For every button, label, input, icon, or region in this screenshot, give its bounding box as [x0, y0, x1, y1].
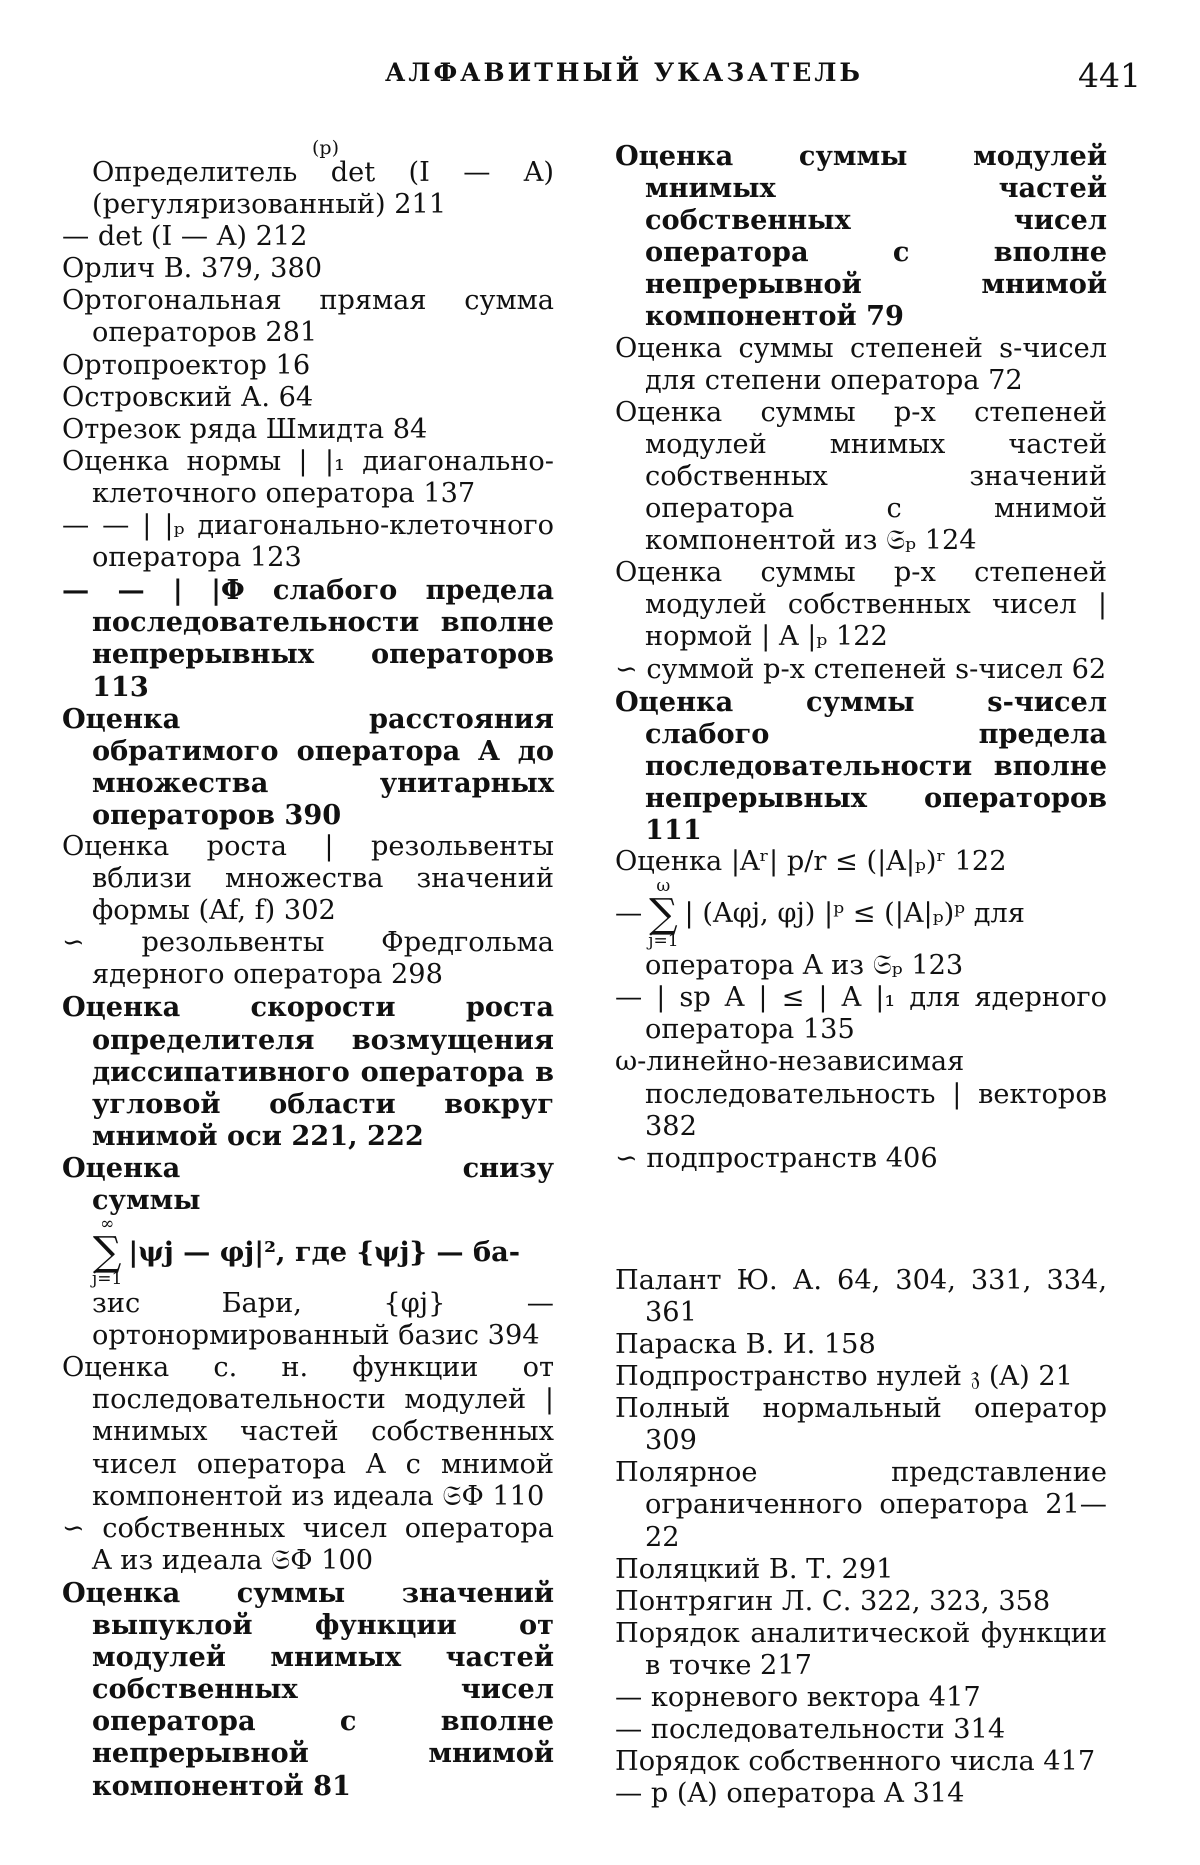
index-entry: Оценка суммы значений выпуклой функции от модулей мнимых частей собственных чисел оператора с вполне непрерывной мнимой компонентой 81 — [62, 1576, 554, 1802]
index-entry: Оценка с. н. функции от последовательности модулей | мнимых частей собственных чисел оператора A с мнимой компонентой из идеала 𝔖Φ 110 — [62, 1352, 554, 1512]
sum-formula — [62, 1216, 554, 1288]
page-header — [0, 58, 1200, 118]
index-entry: — корневого вектора 417 — [615, 1682, 981, 1714]
page-number: 441 — [1078, 56, 1141, 95]
index-entry: Палант Ю. А. 64, 304, 331, 334, 361 — [615, 1264, 1107, 1328]
index-entry: Оценка суммы p-х степеней модулей мнимых частей собственных значений оператора с мнимой компонентой из 𝔖ₚ 124 — [615, 396, 1107, 557]
index-entry: Отрезок ряда Шмидта 84 — [62, 413, 428, 445]
index-entry: Параска В. И. 158 — [615, 1329, 876, 1360]
sum-formula: — ω ∑ j=1 | (Aφj, φj) |ᵖ ≤ (|A|ₚ)ᵖ для — [615, 876, 1025, 952]
index-entry: ∽ подпространств 406 — [615, 1142, 938, 1174]
summation-sign: ∞ ∑ j=1 — [92, 1214, 123, 1290]
index-entry: Поляцкий В. Т. 291 — [615, 1553, 894, 1585]
index-entry: — det (I — A) 212 — [62, 221, 308, 253]
index-entry: (p) Определитель det (I — A) (регуляризованный) 211 — [92, 137, 554, 221]
index-entry: Оценка суммы модулей мнимых частей собственных чисел оператора с вполне непрерывной мнимой компонентой 79 — [615, 140, 1107, 333]
index-entry: ∽ собственных чисел оператора A из идеала 𝔖Φ 100 — [62, 1512, 554, 1576]
index-entry: Понтрягин Л. С. 322, 323, 358 — [615, 1585, 1051, 1617]
superscript-label: (p) — [312, 137, 339, 159]
index-entry: Оценка |Aʳ| p/r ≤ (|A|ₚ)ʳ 122 — [615, 846, 1007, 878]
running-title: АЛФАВИТНЫЙ УКАЗАТЕЛЬ — [385, 58, 864, 87]
index-entry: Оценка суммы степеней s-чисел для степени оператора 72 — [615, 332, 1107, 396]
index-entry: зис Бари, {φj} — ортонормированный базис 394 — [92, 1288, 554, 1352]
summation-sign: ω ∑ j=1 — [648, 876, 679, 952]
index-entry: оператора A из 𝔖ₚ 123 — [645, 950, 964, 982]
index-entry: ∽ резольвенты Фредгольма ядерного оператора 298 — [62, 927, 554, 991]
index-entry: Оценка расстояния обратимого оператора A до множества унитарных операторов 390 — [62, 702, 554, 831]
index-entry: Порядок собственного числа 417 — [615, 1746, 1096, 1778]
index-entry: — — | |Φ слабого предела последовательности вполне непрерывных операторов 113 — [62, 574, 554, 703]
index-entry: Оценка суммы s-чисел слабого предела последовательности вполне непрерывных операторов 111 — [615, 685, 1107, 846]
section-gap — [615, 1175, 1107, 1265]
index-column-left — [62, 137, 554, 1802]
index-entry: Островский А. 64 — [62, 381, 314, 413]
index-entry: Орлич В. 379, 380 — [62, 253, 323, 285]
index-entry: Подпространство нулей 𝔷 (A) 21 — [615, 1361, 1073, 1393]
index-column-right — [615, 140, 1107, 1810]
index-entry: — p (A) оператора A 314 — [615, 1778, 965, 1810]
index-entry: ω-линейно-независимая последовательность | векторов 382 — [615, 1046, 1107, 1142]
index-entry: Оценка суммы p-х степеней модулей собственных чисел | нормой | A |ₚ 122 — [615, 557, 1107, 653]
index-entry: Оценка скорости роста определителя возмущения диссипативного оператора в угловой области вокруг мнимой оси 221, 222 — [62, 991, 554, 1152]
index-entry: Ортогональная прямая сумма операторов 281 — [62, 285, 554, 349]
index-entry: Порядок аналитической функции в точке 217 — [615, 1617, 1107, 1681]
index-entry: Оценка снизу суммы — [62, 1151, 554, 1216]
index-entry: Оценка нормы | |₁ диагонально-клеточного оператора 137 — [62, 445, 554, 509]
index-entry: — последовательности 314 — [615, 1714, 1006, 1746]
index-entry: — | sp A | ≤ | A |₁ для ядерного оператора 135 — [615, 982, 1107, 1046]
index-entry: — — | |ₚ диагонально-клеточного оператора 123 — [62, 510, 554, 574]
index-entry: Полный нормальный оператор 309 — [615, 1393, 1107, 1457]
formula-body: |ψj — φj|², где {ψj} — ба- — [128, 1236, 521, 1269]
formula-body: | (Aφj, φj) |ᵖ ≤ (|A|ₚ)ᵖ для — [684, 898, 1025, 930]
index-entry: Оценка роста | резольвенты вблизи множества значений формы (Af, f) 302 — [62, 830, 554, 927]
index-entry: Ортопроектор 16 — [62, 349, 311, 381]
index-entry: ∽ суммой p-х степеней s-чисел 62 — [615, 653, 1107, 685]
index-entry: Полярное представление ограниченного оператора 21—22 — [615, 1457, 1107, 1553]
